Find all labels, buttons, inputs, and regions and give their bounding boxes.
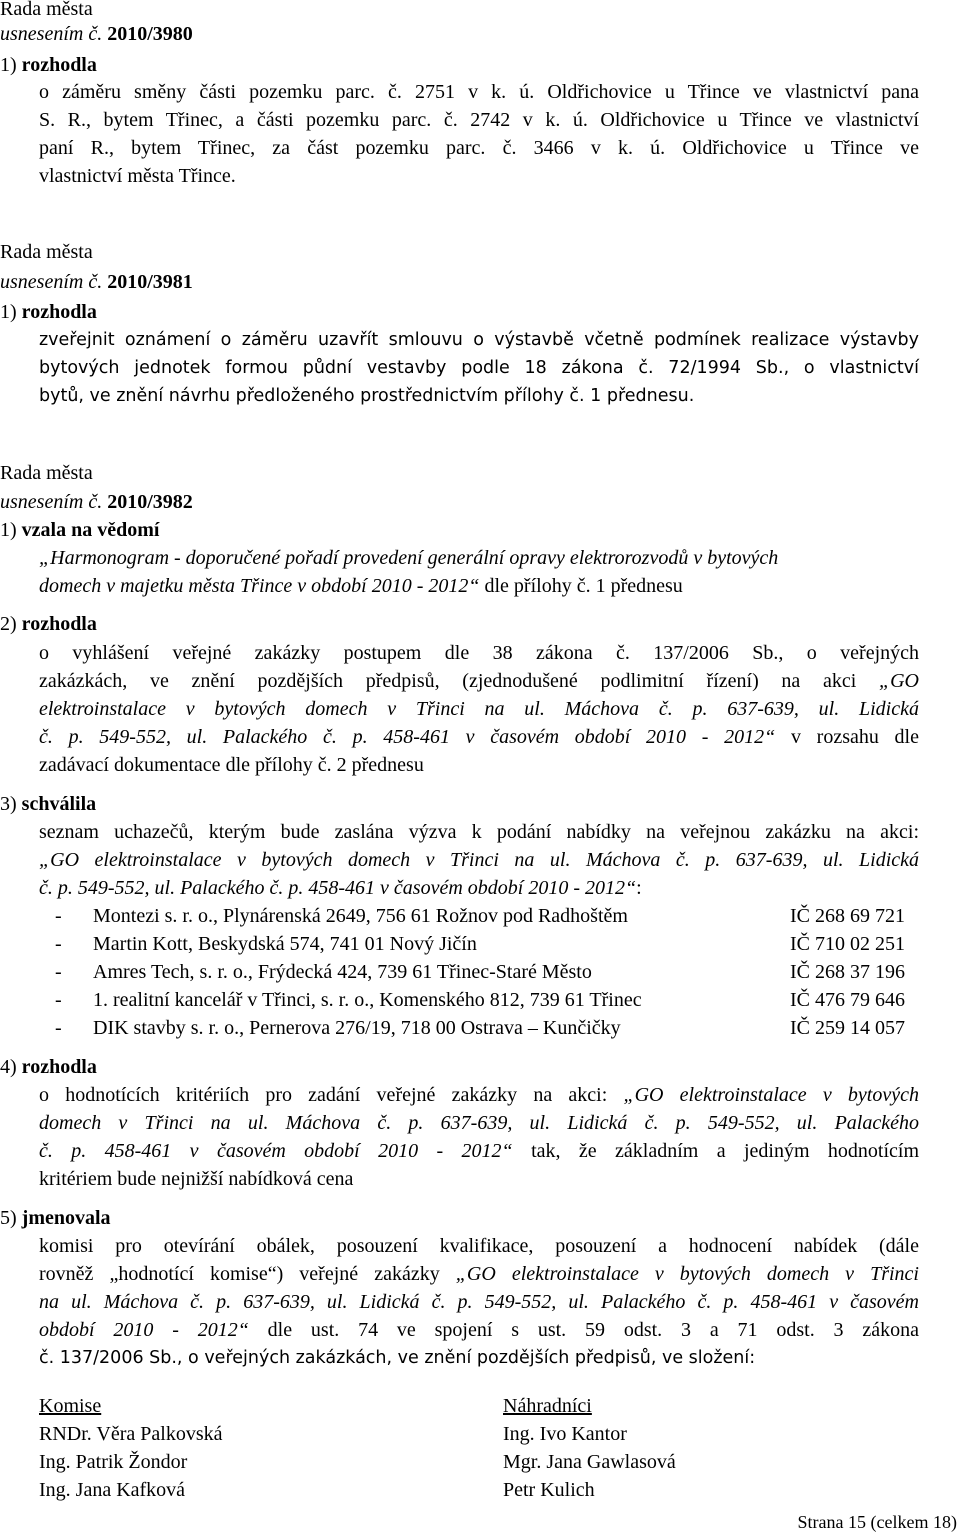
text-plain: :: [636, 877, 642, 899]
item-heading: [0, 612, 97, 636]
candidate-ic: IČ 268 37 196: [790, 961, 905, 983]
resolution-number: 2010/3980: [107, 23, 193, 45]
text-italic: období 2010 - 2012“: [39, 1319, 249, 1341]
text-plain: tak, že základním a jediným hodnotícím: [512, 1140, 919, 1162]
substitutes-heading: Náhradníci: [503, 1395, 592, 1417]
text-line: č. 137/2006 Sb., o veřejných zakázkách, ve znění pozdějších předpisů, ve složení:: [39, 1348, 756, 1368]
item-verb: rozhodla: [21, 613, 97, 635]
council-header: Rada města: [0, 462, 93, 484]
text-plain: zakázkách, ve znění pozdějších předpisů, (zjednodušené podlimitní řízení) na akci: [39, 670, 879, 692]
text-line: o vyhlášení veřejné zakázky postupem dle 38 zákona č. 137/2006 Sb., o veřejných: [39, 642, 919, 664]
text-italic: č. p. 458-461 v časovém období 2010 - 2012“: [39, 1140, 513, 1162]
item-verb: jmenovala: [21, 1207, 111, 1229]
item-heading: [0, 1206, 111, 1230]
item-heading: [0, 792, 96, 816]
text-line: [39, 669, 919, 693]
candidate-name: DIK stavby s. r. o., Pernerova 276/19, 718 00 Ostrava – Kunčičky: [93, 1017, 621, 1039]
list-bullet: -: [55, 989, 62, 1011]
substitute-name: Petr Kulich: [503, 1479, 595, 1501]
text-italic: č. p. 549-552, ul. Palackého č. p. 458-461 v časovém období 2010 - 2012“: [39, 726, 776, 748]
text-line: [39, 1262, 919, 1286]
item-marker: 4): [0, 1056, 17, 1078]
candidate-ic: IČ 259 14 057: [790, 1017, 905, 1039]
candidate-name: Amres Tech, s. r. o., Frýdecká 424, 739 61 Třinec-Staré Město: [93, 961, 592, 983]
text-line: zadávací dokumentace dle přílohy č. 2 přednesu: [39, 754, 424, 776]
resolution-number: 2010/3981: [107, 271, 193, 293]
substitute-name: Mgr. Jana Gawlasová: [503, 1451, 676, 1473]
item-verb: rozhodla: [21, 1056, 97, 1078]
text-line: kritériem bude nejnižší nabídková cena: [39, 1168, 354, 1190]
text-italic: „GO elektroinstalace v bytových domech v Třinci: [455, 1263, 919, 1285]
text-line: domech v Třinci na ul. Máchova č. p. 637-639, ul. Lidická č. p. 549-552, ul. Palackého: [39, 1112, 919, 1134]
list-item: [0, 988, 960, 1012]
text-plain: dle ust. 74 ve spojení s ust. 59 odst. 3 a 71 odst. 3 zákona: [248, 1319, 919, 1341]
member-name: Ing. Patrik Žondor: [39, 1451, 188, 1473]
item-verb: schválila: [21, 793, 97, 815]
item-heading: [0, 53, 97, 77]
text-italic: domech v majetku města Třince v období 2010 - 2012“: [39, 575, 480, 597]
resolution-label: usnesením č.: [0, 271, 103, 293]
resolution-line: [0, 22, 193, 46]
candidate-ic: IČ 268 69 721: [790, 905, 905, 927]
list-item: [0, 960, 960, 984]
text-line: [39, 725, 919, 749]
item-marker: 1): [0, 301, 17, 323]
text-line: elektroinstalace v bytových domech v Třinci na ul. Máchova č. p. 637-639, ul. Lidická: [39, 698, 919, 720]
council-header: Rada města: [0, 0, 93, 20]
resolution-label: usnesením č.: [0, 491, 103, 513]
text-plain: rovněž „hodnotící komise“) veřejné zakázky: [39, 1263, 456, 1285]
list-item: [0, 904, 960, 928]
list-item: [0, 932, 960, 956]
text-line: [39, 876, 642, 900]
candidate-ic: IČ 476 79 646: [790, 989, 905, 1011]
text-line: [39, 1139, 919, 1163]
member-name: RNDr. Věra Palkovská: [39, 1423, 223, 1445]
text-line: „GO elektroinstalace v bytových domech v Třinci na ul. Máchova č. p. 637-639, ul. Lidická: [39, 849, 919, 871]
text-line: paní R., bytem Třinec, za část pozemku parc. č. 3466 v k. ú. Oldřichovice u Třince ve: [39, 137, 919, 159]
text-line: [39, 1318, 919, 1342]
resolution-line: [0, 490, 193, 514]
text-plain: dle přílohy č. 1 přednesu: [479, 575, 683, 597]
text-line: bytů, ve znění návrhu předloženého prostřednictvím přílohy č. 1 přednesu.: [39, 386, 695, 406]
candidate-name: Montezi s. r. o., Plynárenská 2649, 756 61 Rožnov pod Radhoštěm: [93, 905, 628, 927]
text-line: komisi pro otevírání obálek, posouzení kvalifikace, posouzení a hodnocení nabídek (dále: [39, 1235, 919, 1257]
list-bullet: -: [55, 1017, 62, 1039]
text-line: [39, 574, 683, 598]
item-heading: [0, 1055, 97, 1079]
item-marker: 2): [0, 613, 17, 635]
item-marker: 5): [0, 1207, 17, 1229]
item-verb: vzala na vědomí: [21, 519, 160, 541]
item-marker: 1): [0, 519, 17, 541]
item-heading: [0, 518, 159, 542]
text-line: zveřejnit oznámení o záměru uzavřít smlouvu o výstavbě včetně podmínek realizace výstavby: [39, 330, 919, 350]
text-line: vlastnictví města Třince.: [39, 165, 236, 187]
item-marker: 3): [0, 793, 17, 815]
resolution-label: usnesením č.: [0, 23, 103, 45]
text-line: na ul. Máchova č. p. 637-639, ul. Lidická č. p. 549-552, ul. Palackého č. p. 458-461 v časovém: [39, 1291, 919, 1313]
item-verb: rozhodla: [21, 301, 97, 323]
text-plain: v rozsahu dle: [775, 726, 919, 748]
item-marker: 1): [0, 54, 17, 76]
text-line: bytových jednotek formou půdní vestavby podle 18 zákona č. 72/1994 Sb., o vlastnictví: [39, 358, 919, 378]
text-line: S. R., bytem Třinec, a části pozemku parc. č. 2742 v k. ú. Oldřichovice u Třince ve vlastnictví: [39, 109, 919, 131]
council-header: Rada města: [0, 241, 93, 263]
candidate-name: Martin Kott, Beskydská 574, 741 01 Nový Jičín: [93, 933, 477, 955]
candidate-name: 1. realitní kancelář v Třinci, s. r. o., Komenského 812, 739 61 Třinec: [93, 989, 642, 1011]
text-line: „Harmonogram - doporučené pořadí provedení generální opravy elektrorozvodů v bytových: [39, 547, 779, 569]
item-verb: rozhodla: [21, 54, 97, 76]
members-heading: Komise: [39, 1395, 102, 1417]
page-footer: Strana 15 (celkem 18): [797, 1512, 957, 1532]
substitute-name: Ing. Ivo Kantor: [503, 1423, 627, 1445]
text-plain: o hodnotících kritériích pro zadání veřejné zakázky na akci:: [39, 1084, 624, 1106]
item-heading: [0, 300, 97, 324]
resolution-number: 2010/3982: [107, 491, 193, 513]
text-italic: „GO: [878, 670, 919, 692]
list-bullet: -: [55, 933, 62, 955]
list-bullet: -: [55, 961, 62, 983]
candidate-ic: IČ 710 02 251: [790, 933, 905, 955]
text-line: o záměru směny části pozemku parc. č. 2751 v k. ú. Oldřichovice u Třince ve vlastnictví pana: [39, 81, 919, 103]
resolution-line: [0, 270, 193, 294]
text-line: [39, 1083, 919, 1107]
list-bullet: -: [55, 905, 62, 927]
text-italic: „GO elektroinstalace v bytových: [623, 1084, 919, 1106]
member-name: Ing. Jana Kafková: [39, 1479, 186, 1501]
text-italic: č. p. 549-552, ul. Palackého č. p. 458-461 v časovém období 2010 - 2012“: [39, 877, 637, 899]
list-item: [0, 1016, 960, 1040]
text-line: seznam uchazečů, kterým bude zaslána výzva k podání nabídky na veřejnou zakázku na akci:: [39, 821, 919, 843]
